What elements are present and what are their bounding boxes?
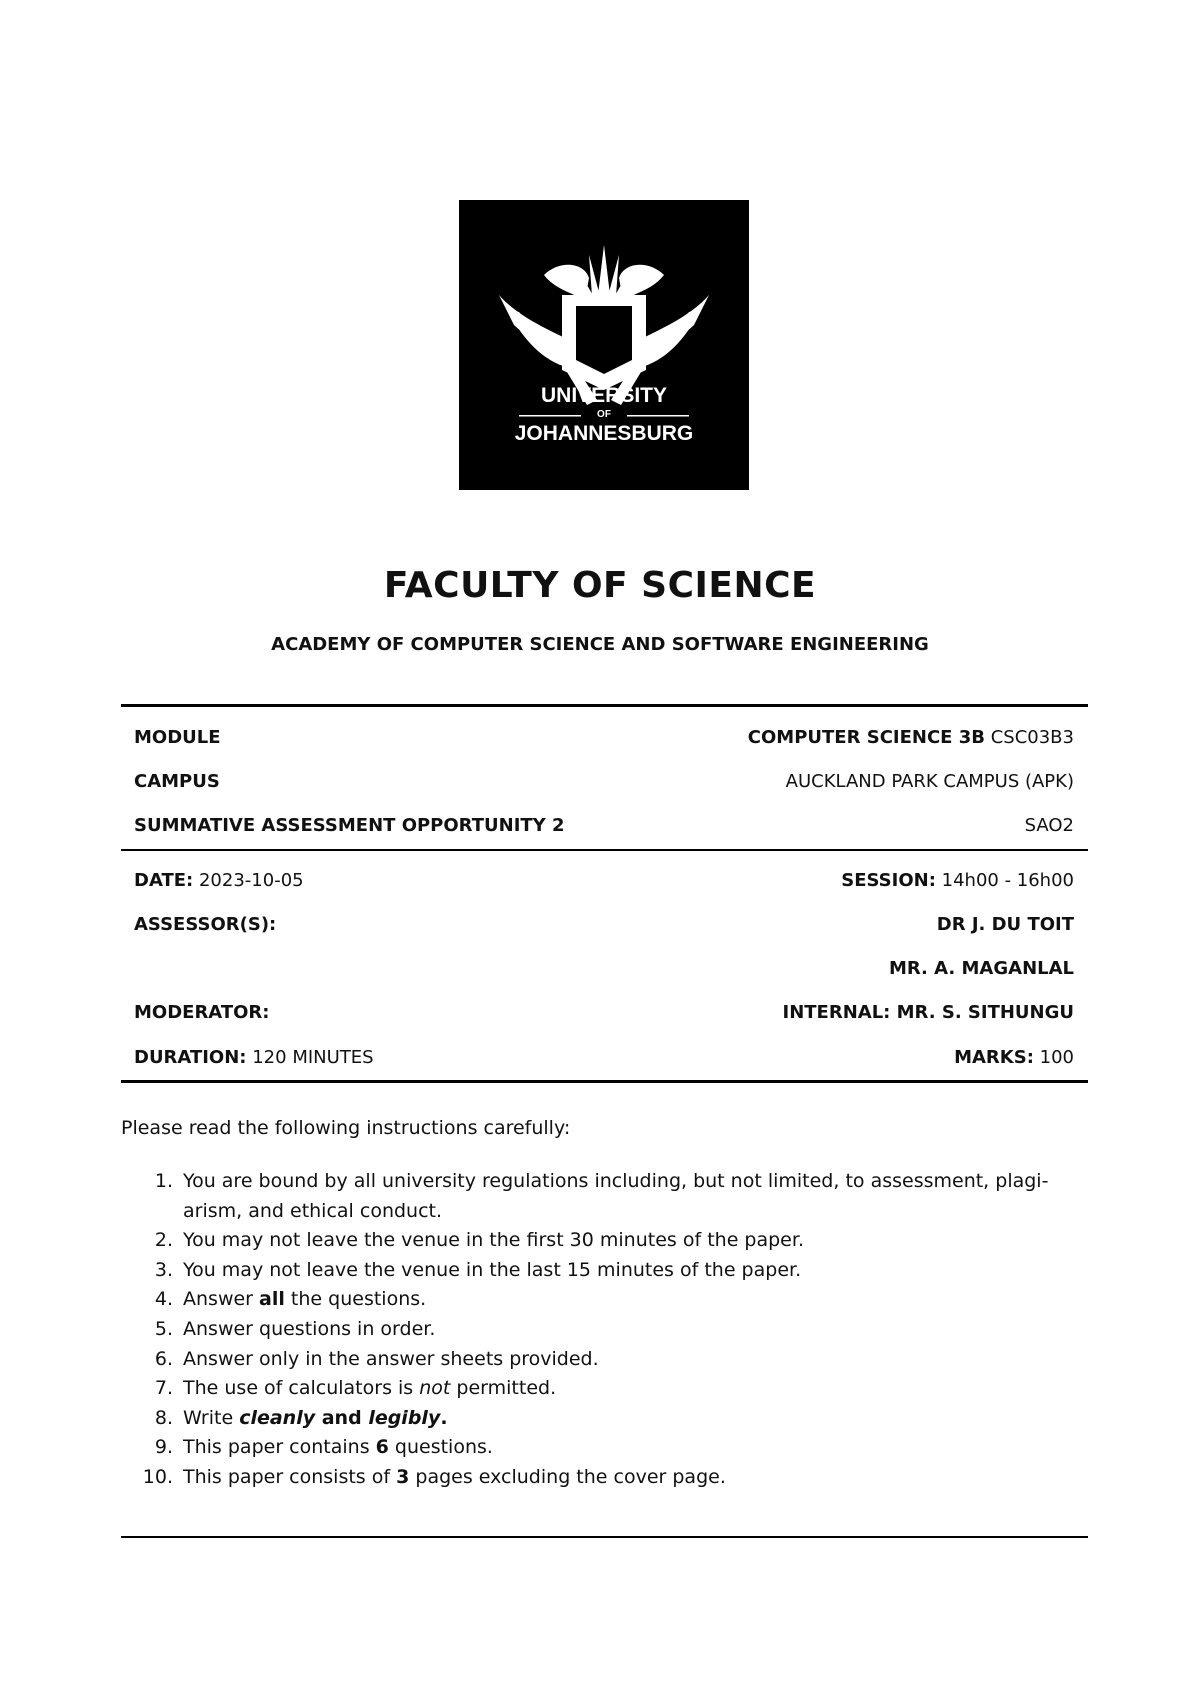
item-number: 9. <box>154 1436 173 1459</box>
footer-rule <box>121 1536 1088 1538</box>
assessor-2-row <box>134 954 1074 982</box>
module-label: MODULE <box>134 726 221 748</box>
module-code: CSC03B3 <box>990 726 1074 748</box>
academy-subtitle: ACADEMY OF COMPUTER SCIENCE AND SOFTWARE ENGINEERING <box>271 634 929 655</box>
assessors-row <box>134 910 1074 938</box>
item-text: pages excluding the cover page. <box>409 1465 726 1488</box>
assessment-code: SAO2 <box>1024 814 1074 836</box>
campus-label: CAMPUS <box>134 770 220 792</box>
list-item <box>121 1433 1088 1463</box>
marks-label: MARKS: <box>954 1046 1034 1068</box>
list-item <box>121 1404 1088 1434</box>
item-emphasis: all <box>259 1288 285 1311</box>
item-text: You may not leave the venue in the last 15 minutes of the paper. <box>183 1258 802 1281</box>
moderator-label: MODERATOR: <box>134 1001 270 1023</box>
module-value <box>748 727 1074 748</box>
middle-rule <box>121 849 1088 851</box>
date-field <box>134 870 304 891</box>
assessor-2: MR. A. MAGANLAL <box>888 957 1074 979</box>
faculty-title: FACULTY OF SCIENCE <box>383 565 817 606</box>
item-text: Write <box>183 1406 240 1429</box>
item-number: 6. <box>154 1347 173 1370</box>
session-value: 14h00 - 16h00 <box>941 869 1074 891</box>
campus-row <box>134 767 1074 795</box>
instructions-intro: Please read the following instructions carefully: <box>121 1117 571 1139</box>
item-emphasis: legibly <box>368 1406 441 1429</box>
marks-field <box>954 1047 1074 1068</box>
item-number: 10. <box>142 1465 173 1488</box>
module-name: COMPUTER SCIENCE 3B <box>747 726 985 748</box>
item-text: the questions. <box>284 1288 427 1311</box>
duration-field <box>134 1047 374 1068</box>
item-text: arism, and ethical conduct. <box>183 1199 443 1222</box>
duration-value: 120 MINUTES <box>252 1046 374 1068</box>
list-item <box>121 1315 1088 1345</box>
list-item <box>121 1374 1088 1404</box>
item-text: . <box>440 1406 448 1429</box>
item-emphasis: cleanly <box>239 1406 316 1429</box>
item-text: The use of calculators is <box>183 1377 420 1400</box>
date-value: 2023-10-05 <box>198 869 304 891</box>
instructions-list <box>121 1167 1088 1493</box>
item-text: You may not leave the venue in the first 30 minutes of the paper. <box>183 1229 804 1252</box>
logo-text-university: UNIVERSITY <box>540 384 668 407</box>
item-number: 3. <box>154 1258 173 1281</box>
item-number: 2. <box>154 1229 173 1252</box>
item-emphasis: 3 <box>396 1465 410 1488</box>
assessment-row <box>134 811 1074 839</box>
item-text: and <box>315 1406 369 1429</box>
item-text: permitted. <box>450 1377 557 1400</box>
list-item <box>121 1285 1088 1315</box>
university-logo <box>459 200 749 490</box>
item-number: 1. <box>154 1170 173 1192</box>
item-text: questions. <box>388 1436 493 1459</box>
list-item <box>121 1256 1088 1286</box>
list-item <box>121 1463 1088 1493</box>
logo-text-of: OF <box>597 409 611 420</box>
item-number: 8. <box>154 1406 173 1429</box>
duration-marks-row <box>134 1043 1074 1071</box>
marks-value: 100 <box>1039 1046 1074 1068</box>
item-text: Answer only in the answer sheets provided. <box>183 1347 599 1370</box>
moderator-value: INTERNAL: MR. S. SITHUNGU <box>782 1001 1074 1023</box>
top-rule <box>121 704 1088 707</box>
date-session-row <box>134 866 1074 894</box>
module-row <box>134 723 1074 751</box>
item-number: 7. <box>154 1377 173 1400</box>
assessors-label: ASSESSOR(S): <box>134 913 277 935</box>
assessment-label: SUMMATIVE ASSESSMENT OPPORTUNITY 2 <box>134 814 565 836</box>
bottom-rule <box>121 1080 1088 1083</box>
session-field <box>841 870 1074 891</box>
list-item <box>121 1345 1088 1375</box>
item-text: You are bound by all university regulations including, but not limited, to assessment, plagi- <box>183 1170 1049 1192</box>
campus-value: AUCKLAND PARK CAMPUS (APK) <box>785 770 1074 792</box>
item-number: 4. <box>154 1288 173 1311</box>
list-item <box>121 1226 1088 1256</box>
date-label: DATE: <box>134 869 194 891</box>
item-number: 5. <box>154 1317 173 1340</box>
item-text: This paper contains <box>183 1436 376 1459</box>
item-text: This paper consists of <box>183 1465 397 1488</box>
moderator-row <box>134 998 1074 1026</box>
item-text: Answer <box>183 1288 260 1311</box>
assessor-1: DR J. DU TOIT <box>936 913 1074 935</box>
item-text: Answer questions in order. <box>183 1317 436 1340</box>
item-emphasis: not <box>419 1377 451 1400</box>
logo-text-johannesburg: JOHANNESBURG <box>514 422 694 445</box>
list-item <box>121 1167 1088 1226</box>
session-label: SESSION: <box>841 869 936 891</box>
university-crest-icon <box>459 200 749 490</box>
duration-label: DURATION: <box>134 1046 247 1068</box>
item-emphasis: 6 <box>375 1436 389 1459</box>
